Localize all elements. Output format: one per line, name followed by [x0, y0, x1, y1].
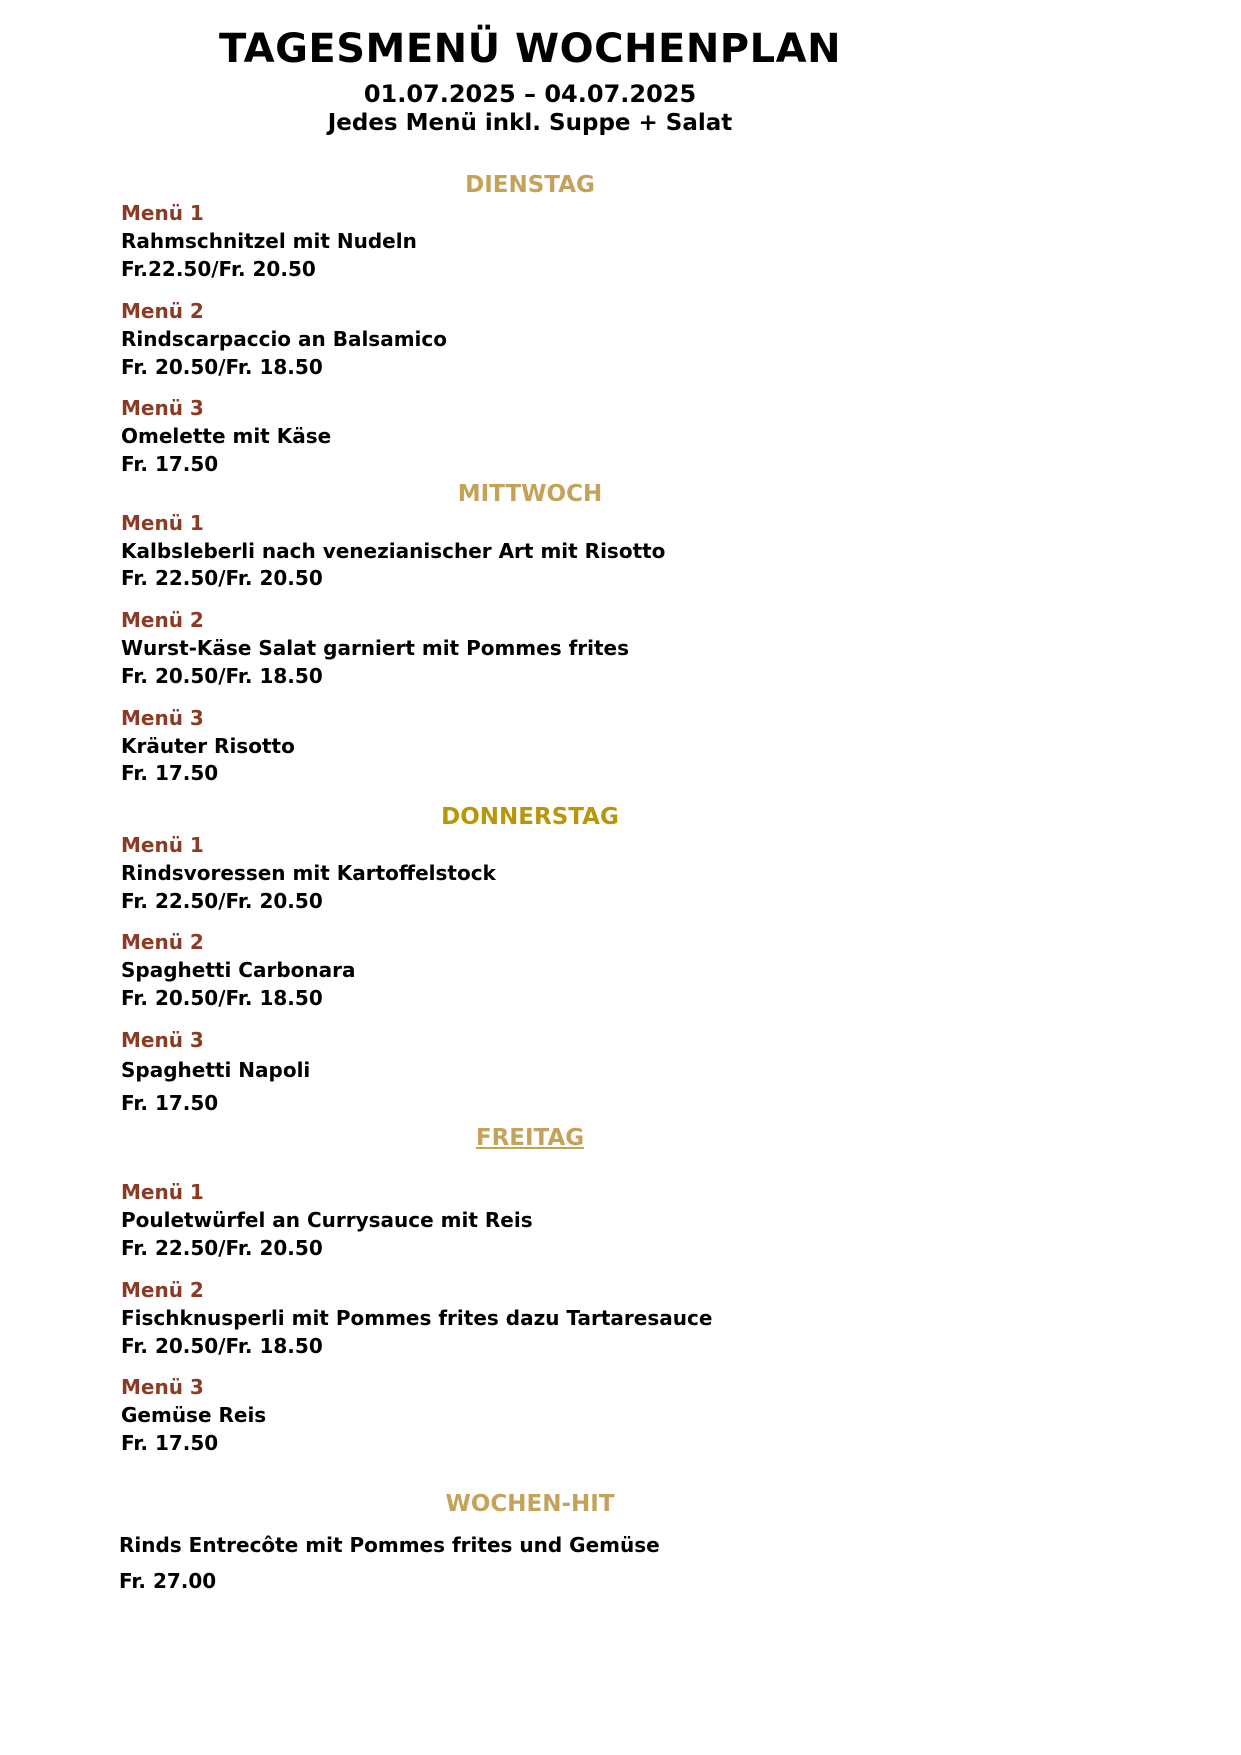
- day-heading-freitag: FREITAG: [475, 1125, 585, 1151]
- menu-dish: Omelette mit Käse: [121, 424, 332, 448]
- menu-label: Menü 2: [121, 299, 204, 323]
- page-title: TAGESMENÜ WOCHENPLAN: [218, 26, 842, 72]
- menu-label: Menü 2: [121, 930, 204, 954]
- menu-price: Fr. 22.50/Fr. 20.50: [121, 889, 323, 913]
- menu-dish: Kräuter Risotto: [121, 734, 295, 758]
- menu-label: Menü 2: [121, 1278, 204, 1302]
- menu-label: Menü 3: [121, 1028, 204, 1052]
- menu-price: Fr. 17.50: [121, 1091, 219, 1115]
- menu-label: Menü 3: [121, 396, 204, 420]
- menu-label: Menü 3: [121, 1375, 204, 1399]
- menu-label: Menü 1: [121, 1180, 204, 1204]
- menu-label: Menü 1: [121, 201, 204, 225]
- menu-price: Fr. 17.50: [121, 1431, 219, 1455]
- weekly-hit-dish: Rinds Entrecôte mit Pommes frites und Gemüse: [119, 1533, 660, 1557]
- date-range: 01.07.2025 – 04.07.2025: [363, 80, 697, 108]
- menu-dish: Rahmschnitzel mit Nudeln: [121, 229, 417, 253]
- menu-dish: Kalbsleberli nach venezianischer Art mit Risotto: [121, 539, 666, 563]
- menu-label: Menü 2: [121, 608, 204, 632]
- weekly-hit-price: Fr. 27.00: [119, 1569, 217, 1593]
- menu-label: Menü 1: [121, 511, 204, 535]
- menu-price: Fr. 17.50: [121, 761, 219, 785]
- day-heading-dienstag: DIENSTAG: [465, 172, 595, 198]
- menu-price: Fr. 22.50/Fr. 20.50: [121, 566, 323, 590]
- menu-price: Fr.22.50/Fr. 20.50: [121, 257, 316, 281]
- menu-price: Fr. 22.50/Fr. 20.50: [121, 1236, 323, 1260]
- menu-dish: Pouletwürfel an Currysauce mit Reis: [121, 1208, 533, 1232]
- menu-dish: Rindscarpaccio an Balsamico: [121, 327, 447, 351]
- subtitle: Jedes Menü inkl. Suppe + Salat: [327, 110, 733, 136]
- menu-price: Fr. 20.50/Fr. 18.50: [121, 986, 323, 1010]
- menu-dish: Fischknusperli mit Pommes frites dazu Tartaresauce: [121, 1306, 713, 1330]
- menu-dish: Gemüse Reis: [121, 1403, 267, 1427]
- menu-price: Fr. 20.50/Fr. 18.50: [121, 664, 323, 688]
- menu-dish: Spaghetti Napoli: [121, 1058, 311, 1082]
- menu-dish: Wurst-Käse Salat garniert mit Pommes frites: [121, 636, 630, 660]
- weekly-hit-heading: WOCHEN-HIT: [445, 1491, 615, 1517]
- day-heading-mittwoch: MITTWOCH: [457, 481, 603, 507]
- menu-price: Fr. 20.50/Fr. 18.50: [121, 1334, 323, 1358]
- menu-dish: Rindsvoressen mit Kartoffelstock: [121, 861, 496, 885]
- menu-label: Menü 1: [121, 833, 204, 857]
- menu-price: Fr. 17.50: [121, 452, 219, 476]
- menu-label: Menü 3: [121, 706, 204, 730]
- menu-price: Fr. 20.50/Fr. 18.50: [121, 355, 323, 379]
- menu-dish: Spaghetti Carbonara: [121, 958, 356, 982]
- day-heading-donnerstag: DONNERSTAG: [441, 804, 619, 830]
